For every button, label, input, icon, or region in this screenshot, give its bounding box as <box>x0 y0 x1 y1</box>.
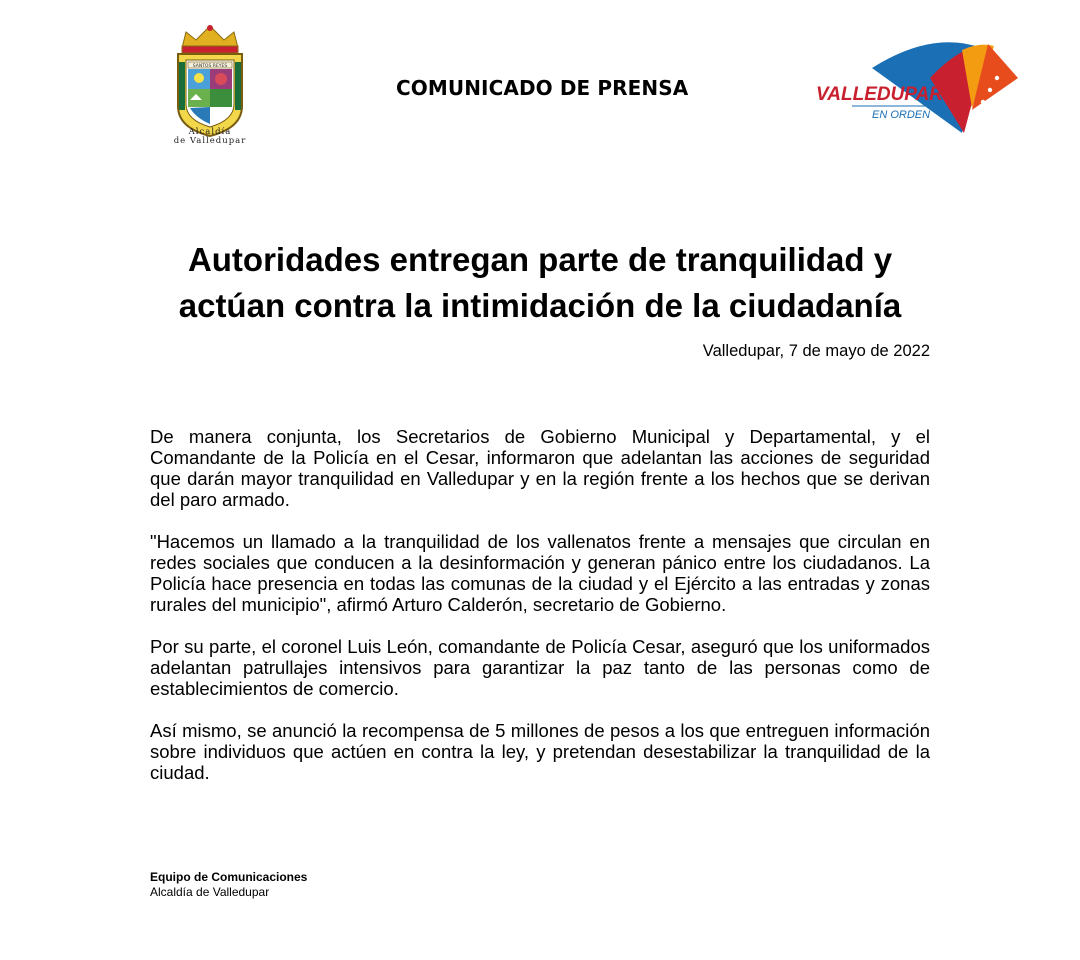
valledupar-en-orden-logo <box>812 38 1022 138</box>
valledupar-swoosh-icon <box>812 38 1022 138</box>
paragraph-1: De manera conjunta, los Secretarios de Gobierno Municipal y Departamental, y el Comandante de la Policía en el Cesar, informaron que adelantan las acciones de seguridad que darán mayor tranquilidad en Valledupar y en la región frente a los hechos que se derivan del paro armado. <box>150 426 930 510</box>
headline-line-2: actúan contra la intimidación de la ciudadanía <box>178 287 902 324</box>
coat-of-arms-caption-line1: Alcaldía <box>188 127 232 137</box>
signature-org: Alcaldía de Valledupar <box>150 885 270 899</box>
headline <box>100 237 980 329</box>
paragraph-2: "Hacemos un llamado a la tranquilidad de los vallenatos frente a mensajes que circulan en redes sociales que conducen a la desinformación y generan pánico entre los ciudadanos. La Policía hace presencia en todas las comunas de la ciudad y el Ejército a las entradas y zonas rurales del municipio", afirmó Arturo Calderón, secretario de Gobierno. <box>150 531 930 615</box>
signature-team: Equipo de Comunicaciones <box>150 870 308 884</box>
signature-block <box>150 870 307 900</box>
press-release-label: COMUNICADO DE PRENSA <box>396 76 689 100</box>
svg-text:EN ORDEN: EN ORDEN <box>872 109 931 121</box>
article-body <box>150 426 930 804</box>
dateline: Valledupar, 7 de mayo de 2022 <box>702 342 930 360</box>
coat-of-arms-caption-line2: de Valledupar <box>173 136 247 146</box>
headline-line-1: Autoridades entregan parte de tranquilidad y <box>187 241 893 278</box>
svg-text:SANTOS REYES: SANTOS REYES <box>192 64 228 69</box>
paragraph-4: Así mismo, se anunció la recompensa de 5 millones de pesos a los que entreguen información sobre individuos que actúen en contra la ley, y pretendan desestabilizar la tranquilidad de la ciudad. <box>150 720 930 783</box>
paragraph-3: Por su parte, el coronel Luis León, comandante de Policía Cesar, aseguró que los uniformados adelantan patrullajes intensivos para garantizar la paz tanto de las personas como de establecimientos de comercio. <box>150 636 930 699</box>
svg-text:VALLEDUPAR: VALLEDUPAR <box>816 84 944 105</box>
alcaldia-coat-of-arms-logo <box>160 18 260 148</box>
